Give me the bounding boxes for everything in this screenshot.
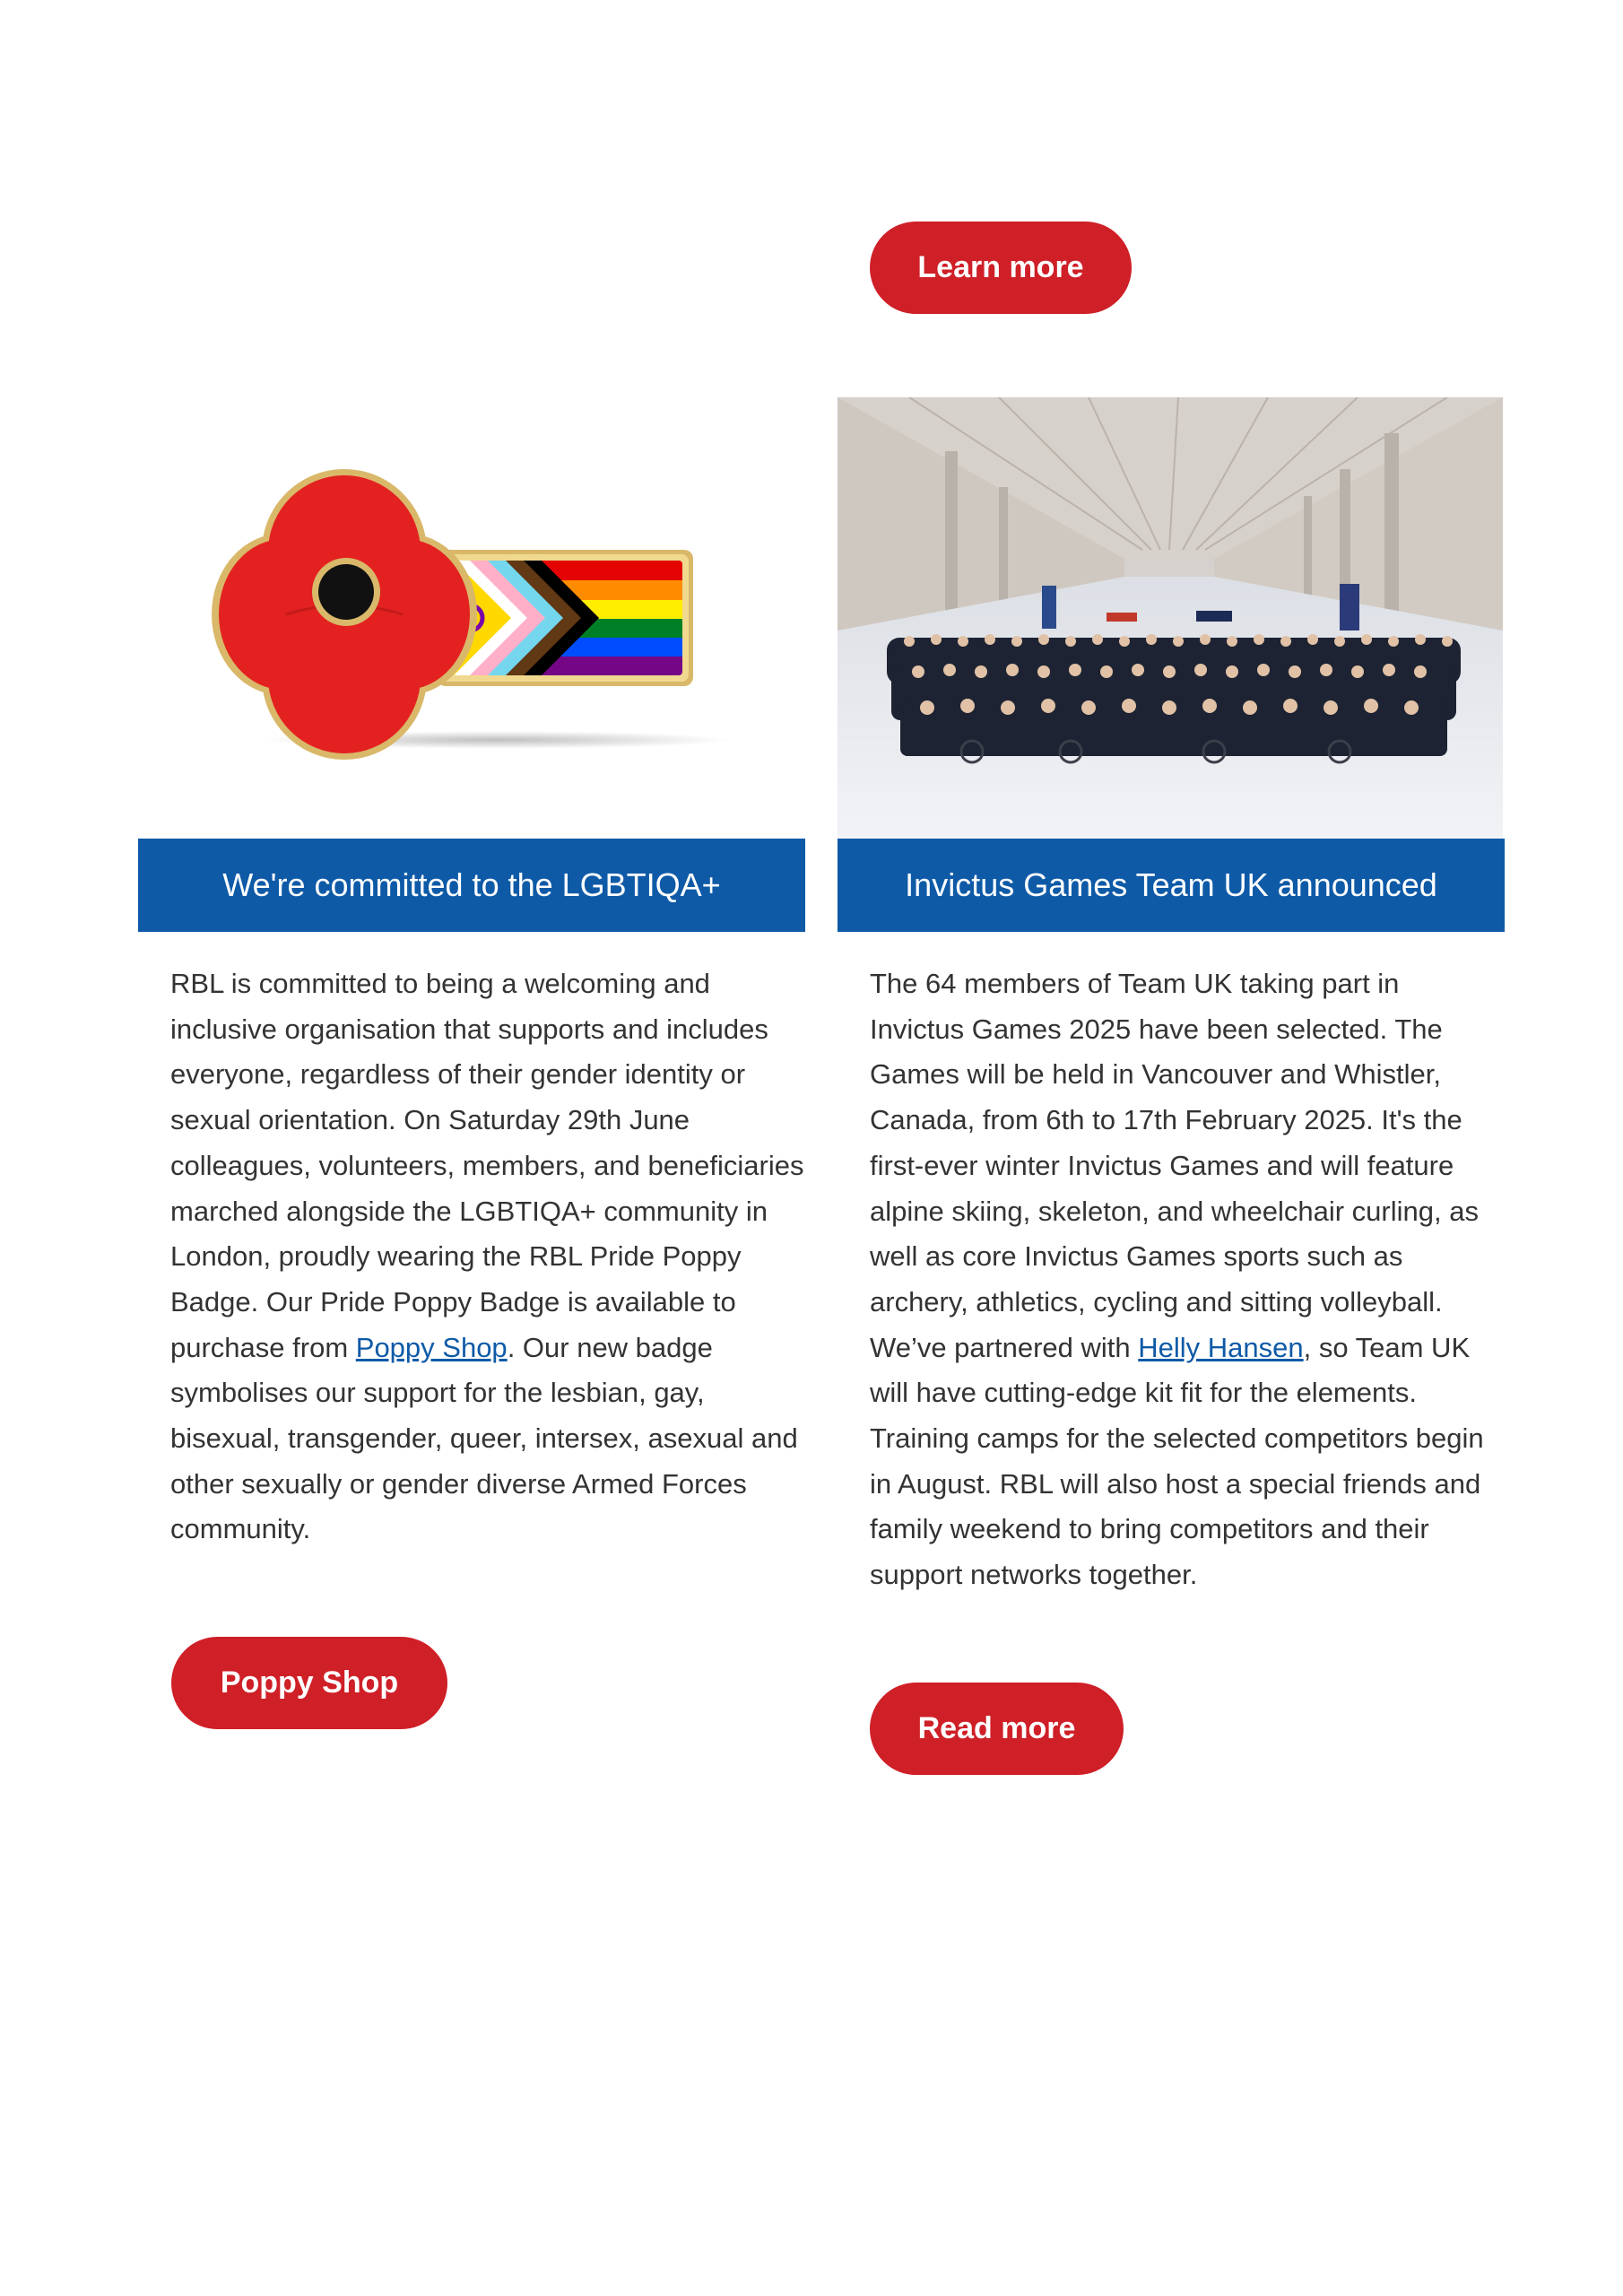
- lgbtiqa-text-part2: . Our new badge symbolises our support for the lesbian, gay, bisexual, transgender, queer, intersex, asexual and other sexually or gender diverse Armed Forces community.: [170, 1331, 798, 1545]
- poppy-shop-button[interactable]: Poppy Shop: [171, 1637, 447, 1729]
- poppy-shop-link[interactable]: Poppy Shop: [355, 1331, 508, 1363]
- team-uk-photo: [838, 397, 1503, 840]
- helly-hansen-link[interactable]: Helly Hansen: [1138, 1331, 1304, 1363]
- learn-more-button[interactable]: Learn more: [870, 222, 1132, 314]
- invictus-text-part2: , so Team UK will have cutting-edge kit fit for the elements. Training camps for the selected competitors begin in August. RBL will also host a special friends and family weekend to bring competitors and their support networks together.: [870, 1331, 1484, 1591]
- lgbtiqa-body-text: [170, 961, 807, 1552]
- invictus-card-title: Invictus Games Team UK announced: [838, 839, 1505, 932]
- invictus-text-part1: The 64 members of Team UK taking part in Invictus Games 2025 have been selected. The Games will be held in Vancouver and Whistler, Canada, from 6th to 17th February 2025. It's the first-ever winter Invictus Games and will feature alpine skiing, skeleton, and wheelchair curling, as well as core Invictus Games sports such as archery, athletics, cycling and sitting volleyball. We’ve partnered with: [870, 968, 1479, 1363]
- read-more-button[interactable]: Read more: [870, 1683, 1124, 1775]
- lgbtiqa-text-part1: RBL is committed to being a welcoming and inclusive organisation that supports and includes everyone, regardless of their gender identity or sexual orientation. On Saturday 29th June colleagues, volunteers, members, and beneficiaries marched alongside the LGBTIQA+ community in London, proudly wearing the RBL Pride Poppy Badge. Our Pride Poppy Badge is available to purchase from: [170, 968, 804, 1363]
- lgbtiqa-card-title: We're committed to the LGBTIQA+: [138, 839, 805, 932]
- pride-poppy-badge-image: [138, 395, 805, 839]
- invictus-body-text: [870, 961, 1488, 1598]
